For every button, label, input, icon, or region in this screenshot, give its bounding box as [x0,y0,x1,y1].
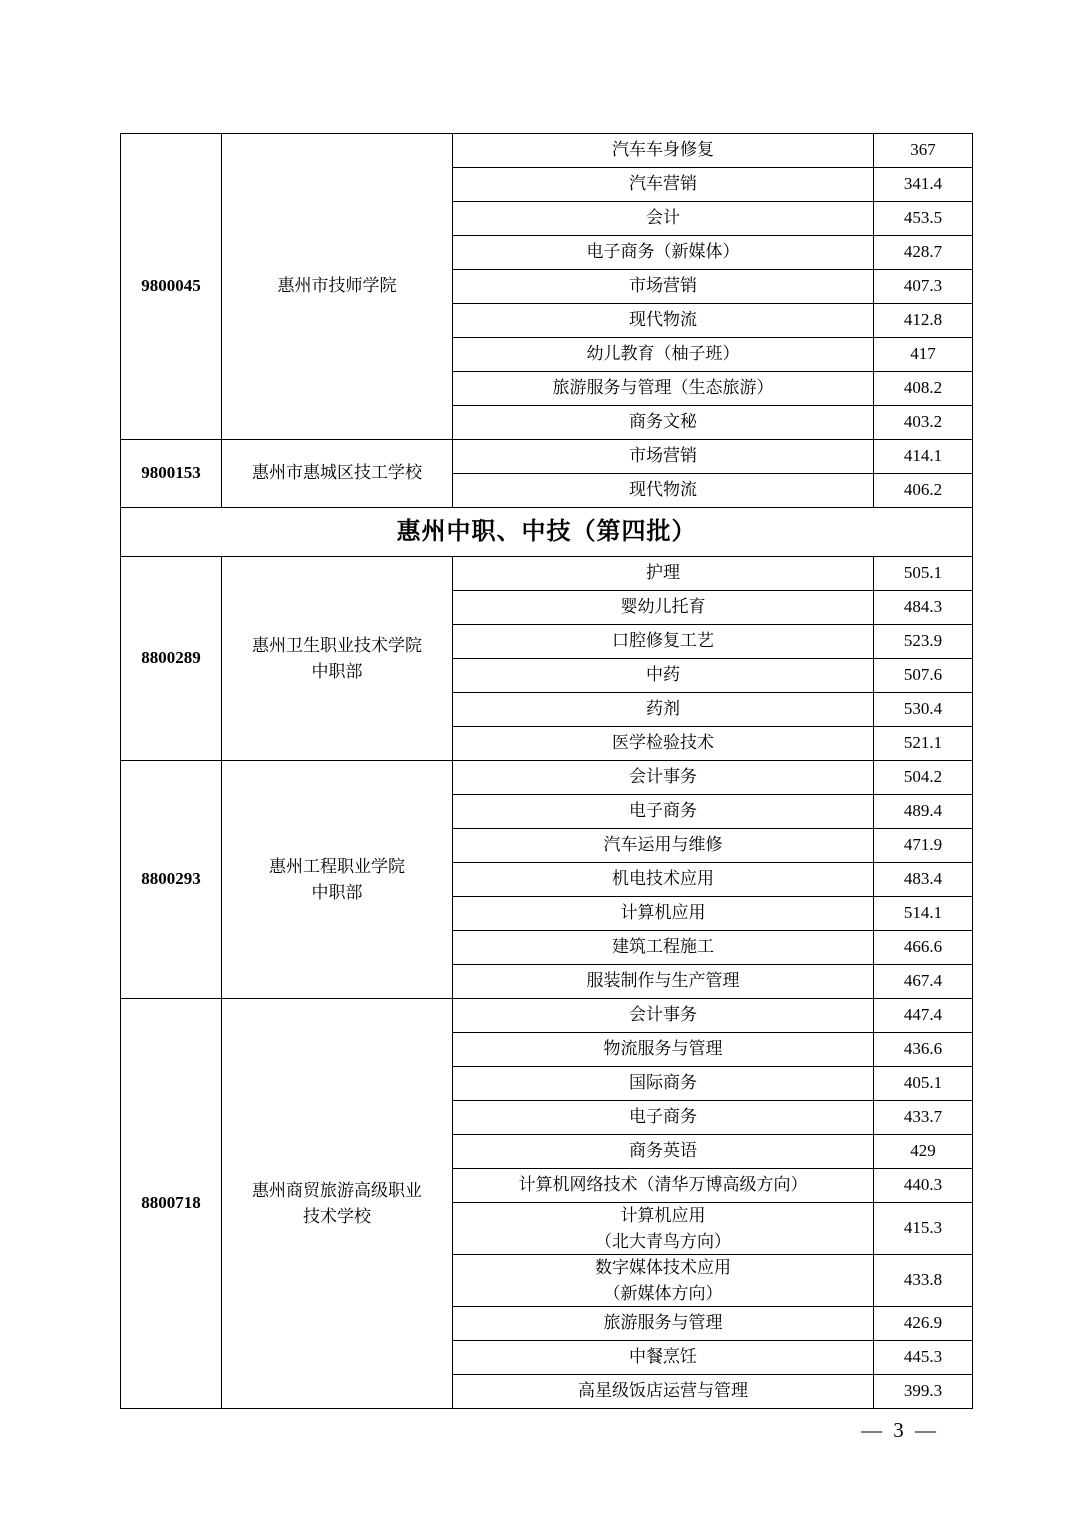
major-name: 旅游服务与管理 [453,1307,874,1341]
table-row [121,999,973,1033]
score-value: 414.1 [874,440,973,474]
major-name: 药剂 [453,693,874,727]
school-name [222,999,453,1409]
major-name: 汽车车身修复 [453,134,874,168]
school-name-line: 惠州工程职业学院 [269,857,405,876]
score-value: 467.4 [874,965,973,999]
score-value: 484.3 [874,591,973,625]
school-code: 8800718 [121,999,222,1409]
score-value: 367 [874,134,973,168]
score-value: 408.2 [874,372,973,406]
score-value: 403.2 [874,406,973,440]
score-value: 530.4 [874,693,973,727]
school-code: 8800293 [121,761,222,999]
school-code: 8800289 [121,557,222,761]
school-name [222,761,453,999]
major-name: 市场营销 [453,270,874,304]
score-value: 405.1 [874,1067,973,1101]
page-number: — 3 — [861,1418,939,1442]
major-name: 电子商务 [453,795,874,829]
school-name-line: 惠州卫生职业技术学院 [252,636,422,655]
school-name-line: 惠州商贸旅游高级职业 [252,1181,422,1200]
score-value: 514.1 [874,897,973,931]
score-value: 433.7 [874,1101,973,1135]
major-name: 商务文秘 [453,406,874,440]
score-value: 406.2 [874,474,973,508]
score-value: 447.4 [874,999,973,1033]
major-name: 市场营销 [453,440,874,474]
score-value: 426.9 [874,1307,973,1341]
major-name: 计算机网络技术（清华万博高级方向） [453,1169,874,1203]
major-name: 现代物流 [453,474,874,508]
score-value: 466.6 [874,931,973,965]
major-name-line: （北大青鸟方向） [595,1231,731,1251]
major-name: 中餐烹饪 [453,1341,874,1375]
section-title: 惠州中职、中技（第四批） [121,508,973,557]
score-value: 471.9 [874,829,973,863]
table-row [121,134,973,168]
major-name: 会计 [453,202,874,236]
major-name: 商务英语 [453,1135,874,1169]
major-name: 服装制作与生产管理 [453,965,874,999]
school-name-line: 技术学校 [303,1206,371,1226]
major-name: 护理 [453,557,874,591]
school-code: 9800153 [121,440,222,508]
admission-score-table [120,133,973,1409]
score-value: 429 [874,1135,973,1169]
table-section-row [121,508,973,557]
score-value: 417 [874,338,973,372]
score-value: 483.4 [874,863,973,897]
major-name: 物流服务与管理 [453,1033,874,1067]
score-value: 412.8 [874,304,973,338]
major-name: 医学检验技术 [453,727,874,761]
major-name [453,1203,874,1255]
score-value: 505.1 [874,557,973,591]
score-value: 445.3 [874,1341,973,1375]
table-row [121,440,973,474]
score-value: 440.3 [874,1169,973,1203]
school-code: 9800045 [121,134,222,440]
score-value: 428.7 [874,236,973,270]
major-name: 幼儿教育（柚子班） [453,338,874,372]
score-value: 507.6 [874,659,973,693]
score-value: 453.5 [874,202,973,236]
score-value: 341.4 [874,168,973,202]
major-name: 建筑工程施工 [453,931,874,965]
school-name-line: 中职部 [311,661,363,681]
major-name: 计算机应用 [453,897,874,931]
school-name: 惠州市惠城区技工学校 [222,440,453,508]
score-value: 504.2 [874,761,973,795]
page-footer [0,1418,1080,1443]
major-name: 会计事务 [453,761,874,795]
table-row [121,761,973,795]
major-name: 电子商务 [453,1101,874,1135]
major-name: 高星级饭店运营与管理 [453,1375,874,1409]
score-value: 436.6 [874,1033,973,1067]
score-value: 521.1 [874,727,973,761]
score-value: 399.3 [874,1375,973,1409]
school-name-line: 中职部 [311,882,363,902]
major-name: 电子商务（新媒体） [453,236,874,270]
major-name: 机电技术应用 [453,863,874,897]
major-name: 国际商务 [453,1067,874,1101]
major-name: 旅游服务与管理（生态旅游） [453,372,874,406]
score-value: 407.3 [874,270,973,304]
major-name: 口腔修复工艺 [453,625,874,659]
major-name: 汽车运用与维修 [453,829,874,863]
school-name [222,557,453,761]
major-name: 婴幼儿托育 [453,591,874,625]
major-name: 中药 [453,659,874,693]
major-name-line: （新媒体方向） [603,1283,723,1303]
score-value: 433.8 [874,1255,973,1307]
score-value: 523.9 [874,625,973,659]
school-name: 惠州市技师学院 [222,134,453,440]
table-row [121,557,973,591]
major-name [453,1255,874,1307]
score-value: 489.4 [874,795,973,829]
major-name: 现代物流 [453,304,874,338]
major-name-line: 计算机应用 [620,1206,706,1225]
major-name-line: 数字媒体技术应用 [595,1258,731,1277]
major-name: 汽车营销 [453,168,874,202]
major-name: 会计事务 [453,999,874,1033]
score-value: 415.3 [874,1203,973,1255]
